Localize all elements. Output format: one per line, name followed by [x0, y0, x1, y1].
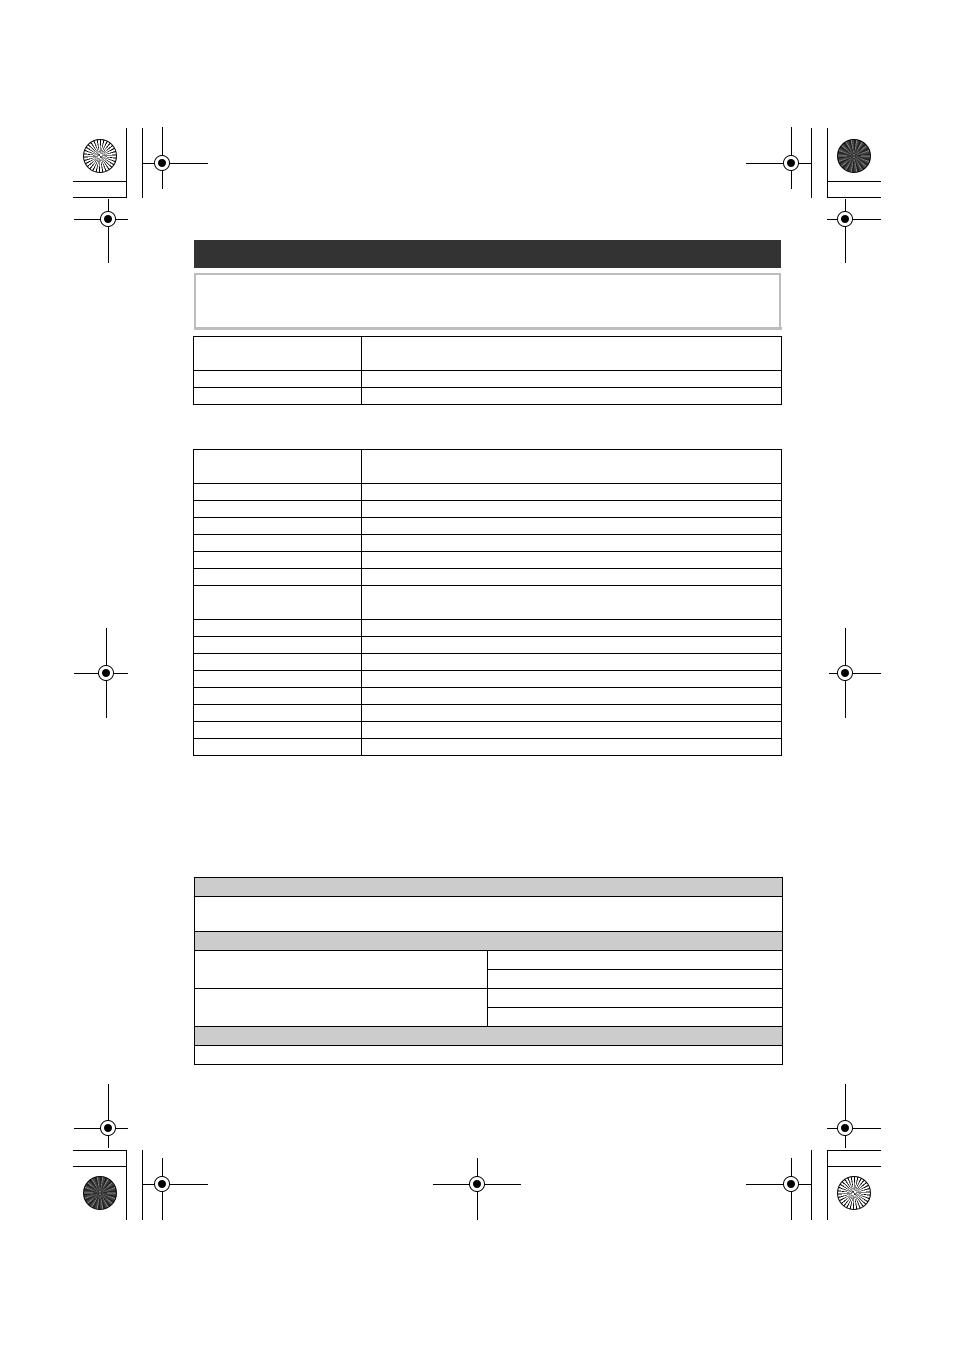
- table-row: [194, 535, 782, 552]
- table-cell-label: [194, 654, 362, 671]
- crop-line: [827, 1150, 881, 1151]
- table-cell-value: [488, 1008, 783, 1027]
- table-cell-value: [488, 970, 783, 989]
- crop-line: [73, 181, 127, 182]
- table-cell-label: [195, 951, 488, 989]
- table-cell-value: [362, 569, 782, 586]
- table-row: [194, 569, 782, 586]
- table-cell-label: [194, 671, 362, 688]
- spec-table-3: [194, 877, 783, 1065]
- table-cell-label: [194, 552, 362, 569]
- table-cell-label: [194, 484, 362, 501]
- table-row: [194, 337, 782, 371]
- color-target-dark: [837, 139, 871, 173]
- table-cell-value: [362, 552, 782, 569]
- table-row: [195, 951, 783, 970]
- table-cell-value: [362, 739, 782, 756]
- table-cell-value: [362, 518, 782, 535]
- notice-box: [194, 273, 781, 329]
- crop-line: [827, 128, 828, 198]
- crop-line: [73, 1166, 127, 1167]
- table-row: [194, 739, 782, 756]
- table-cell-value: [362, 450, 782, 484]
- table-cell-label: [194, 688, 362, 705]
- crop-line: [827, 181, 881, 182]
- color-target-dark: [83, 1176, 117, 1210]
- table-cell-label: [194, 637, 362, 654]
- table-cell-value: [362, 388, 782, 405]
- table-cell-value: [362, 722, 782, 739]
- color-target-light: [83, 139, 117, 173]
- table-cell-label: [194, 450, 362, 484]
- crop-line: [827, 197, 881, 198]
- table-cell-value: [488, 989, 783, 1008]
- table-cell-value: [362, 337, 782, 371]
- table-row: [194, 654, 782, 671]
- table-cell-value: [362, 484, 782, 501]
- table-cell: [195, 1046, 783, 1065]
- table-row: [195, 897, 783, 932]
- table-section-header: [195, 932, 783, 951]
- table-cell-value: [362, 586, 782, 620]
- spec-table-1: [193, 336, 782, 405]
- table-cell-label: [194, 535, 362, 552]
- table-cell-value: [362, 671, 782, 688]
- crop-line: [827, 1166, 881, 1167]
- table-cell-label: [194, 337, 362, 371]
- table-cell-value: [362, 501, 782, 518]
- table-cell-value: [362, 620, 782, 637]
- table-row: [194, 450, 782, 484]
- table-row: [194, 671, 782, 688]
- table-cell-value: [362, 705, 782, 722]
- table-cell-value: [362, 688, 782, 705]
- table-cell-label: [194, 569, 362, 586]
- table-row: [194, 518, 782, 535]
- color-target-light: [837, 1176, 871, 1210]
- crop-line: [126, 128, 127, 198]
- table-cell-label: [194, 705, 362, 722]
- table-cell-label: [194, 371, 362, 388]
- table-cell-label: [194, 739, 362, 756]
- table-header-row: [195, 878, 783, 897]
- crop-line: [73, 197, 127, 198]
- section-title: [194, 246, 204, 262]
- table-row: [194, 688, 782, 705]
- table-row: [194, 371, 782, 388]
- table-row: [194, 484, 782, 501]
- notice-text: [196, 275, 779, 287]
- section-title-bar: [194, 240, 781, 268]
- table-row: [194, 620, 782, 637]
- crop-line: [126, 1150, 127, 1220]
- table-cell-label: [194, 586, 362, 620]
- table-row: [195, 1046, 783, 1065]
- table-cell-label: [194, 722, 362, 739]
- crop-line: [827, 1150, 828, 1220]
- table-header-row: [195, 932, 783, 951]
- table-cell: [195, 897, 783, 932]
- crop-line: [73, 1150, 127, 1151]
- table-row: [194, 552, 782, 569]
- crop-line: [811, 1150, 812, 1220]
- notice-underline: [194, 327, 782, 330]
- table-section-header: [195, 878, 783, 897]
- table-row: [194, 722, 782, 739]
- table-cell-label: [194, 501, 362, 518]
- table-cell-label: [194, 388, 362, 405]
- table-cell-value: [362, 371, 782, 388]
- table-cell-label: [195, 989, 488, 1027]
- table-cell-value: [362, 637, 782, 654]
- table-row: [194, 705, 782, 722]
- spec-table-2: [193, 449, 782, 756]
- table-header-row: [195, 1027, 783, 1046]
- table-cell-label: [194, 518, 362, 535]
- table-row: [194, 637, 782, 654]
- table-section-header: [195, 1027, 783, 1046]
- table-row: [195, 989, 783, 1008]
- table-row: [194, 501, 782, 518]
- crop-line: [142, 1150, 143, 1220]
- table-cell-value: [362, 535, 782, 552]
- table-cell-label: [194, 620, 362, 637]
- table-row: [194, 388, 782, 405]
- table-cell-value: [488, 951, 783, 970]
- table-cell-value: [362, 654, 782, 671]
- table-row: [194, 586, 782, 620]
